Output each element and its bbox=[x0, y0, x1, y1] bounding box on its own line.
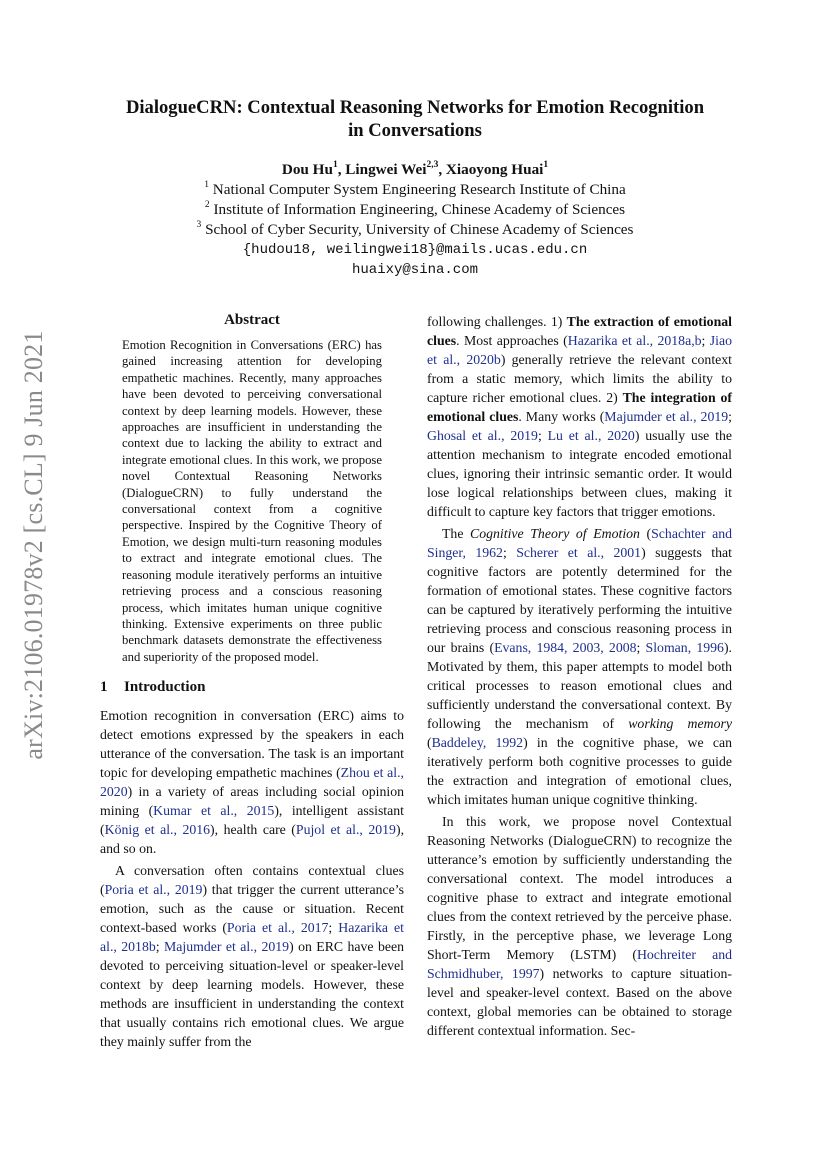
author-separator: , bbox=[337, 161, 346, 178]
affiliation-mark: 1 bbox=[204, 179, 209, 190]
text-run: In this work, we propose novel Contextual Reasoning Networks (DialogueCRN) to recognize the utterance’s emotion by sufficiently understanding the conversational context. The model introduces a cognitive phase to extract and integrate emotional clues from the context retrieved by the perceive phase. Firstly, in the perceptive phase, we leverage Long Short-Term Memory (LSTM) ( bbox=[427, 814, 732, 962]
citation-link[interactable]: Sloman, 1996 bbox=[645, 640, 724, 655]
text-run: ; bbox=[537, 428, 548, 443]
citation-link[interactable]: Schachter and Singer, 1962 bbox=[427, 526, 733, 560]
abstract-body: Emotion Recognition in Conversations (ERC) has gained increasing attention for developing empathetic machines. Recently, many approaches have been devoted to perceiving conversational context by deep learning models. However, these approaches are insufficient in understanding the context due to lacking the ability to extract and integrate emotional clues. In this work, we propose novel Contextual Reasoning Networks (DialogueCRN) to fully understand the conversational context from a cognitive perspective. Inspired by the Cognitive Theory of Emotion, we design multi-turn reasoning modules to extract and integrate emotional clues. The reasoning module iteratively performs an intuitive retrieving process and a conscious reasoning process, which imitates human unique cognitive thinking. Extensive experiments on three public benchmark datasets demonstrate the effectiveness and superiority of the proposed model. bbox=[122, 338, 382, 664]
author-separator: , bbox=[438, 161, 446, 178]
author-name: Xiaoyong Huai bbox=[445, 161, 544, 178]
text-run: ), and so on. bbox=[100, 822, 405, 857]
text-run: ) networks to capture situation-level and speaker-level context. Based on the above context, global memories can be obtained to storage different contextual information. Sec- bbox=[427, 966, 732, 1038]
paper-title-line-2: in Conversations bbox=[348, 120, 482, 141]
text-run: following challenges. 1) bbox=[427, 314, 567, 329]
author-affiliation-mark: 1 bbox=[332, 159, 338, 170]
citation-link[interactable]: Kumar et al., 2015 bbox=[153, 803, 275, 819]
affiliation-line bbox=[90, 180, 740, 200]
citation-link[interactable]: Baddeley, 1992 bbox=[431, 735, 524, 750]
author-block bbox=[90, 160, 740, 280]
text-run: ( bbox=[427, 735, 432, 750]
body-paragraph bbox=[427, 812, 732, 1040]
text-run: Emotion recognition in conversation (ERC) aims to detect emotions expressed by the speakers in each utterance of the conversation. The task is an important topic for developing empathetic machines ( bbox=[100, 708, 404, 781]
text-run: ; bbox=[155, 939, 164, 955]
affiliation-text: Institute of Information Engineering, Chinese Academy of Sciences bbox=[213, 201, 626, 218]
citation-link[interactable]: Majumder et al., 2019 bbox=[604, 409, 729, 424]
body-paragraph bbox=[100, 861, 404, 1051]
affiliation-mark: 2 bbox=[204, 199, 210, 210]
citation-link[interactable]: Lu et al., 2020 bbox=[547, 428, 635, 443]
left-column bbox=[100, 310, 404, 1051]
email-line: huaixy@sina.com bbox=[351, 262, 479, 278]
citation-link[interactable]: Pujol et al., 2019 bbox=[295, 822, 396, 838]
text-run: ) suggests that cognitive factors are potently determined for the formation of emotional states. These cognitive factors can be captured by iteratively performing the intuitive retrieving process and conscious reasoning process in our brains ( bbox=[427, 545, 732, 655]
text-run: ; bbox=[328, 920, 339, 936]
arxiv-identifier: arXiv:2106.01978v2 [cs.CL] 9 Jun 2021 bbox=[19, 330, 48, 760]
italic-phrase: working memory bbox=[628, 716, 732, 731]
email-line: {hudou18, weilingwei18}@mails.ucas.edu.cn bbox=[242, 242, 588, 258]
citation-link[interactable]: Evans, 1984, 2003, 2008 bbox=[494, 640, 637, 655]
author-name: Lingwei Wei bbox=[345, 161, 427, 178]
bold-phrase: The extraction of emotional clues bbox=[427, 314, 732, 348]
paper-title-line-1: DialogueCRN: Contextual Reasoning Networks for Emotion Recognition bbox=[125, 97, 705, 118]
affiliation-text: National Computer System Engineering Research Institute of China bbox=[212, 181, 626, 198]
citation-link[interactable]: Hazarika et al., 2018a,b bbox=[567, 333, 702, 348]
citation-link[interactable]: Majumder et al., 2019 bbox=[163, 939, 290, 955]
citation-link[interactable]: Hochreiter and Schmidhuber, 1997 bbox=[427, 947, 732, 981]
text-run: ( bbox=[639, 526, 652, 541]
abstract-heading: Abstract bbox=[224, 312, 280, 328]
text-run: A conversation often contains contextual clues ( bbox=[100, 863, 404, 898]
text-run: ). Motivated by them, this paper attempts to model both critical processes to reason emotional clues and sufficiently understand the conversational context. By following the mechanism of bbox=[427, 640, 732, 731]
citation-link[interactable]: Ghosal et al., 2019 bbox=[427, 428, 538, 443]
italic-phrase: Cognitive Theory of Emotion bbox=[470, 526, 640, 541]
text-run: ) in a variety of areas including social opinion mining ( bbox=[100, 784, 404, 819]
citation-link[interactable]: Scherer et al., 2001 bbox=[516, 545, 642, 560]
text-run: ) on ERC have been devoted to perceiving situation-level or speaker-level context by deep learning models. However, these methods are insufficient in understanding the context that usually contains rich emotional clues. We argue they mainly suffer from the bbox=[100, 939, 404, 1050]
section-heading-introduction bbox=[100, 677, 404, 697]
citation-link[interactable]: Hazarika et al., 2018b bbox=[100, 920, 404, 955]
text-run: ) usually use the attention mechanism to integrate encoded emotional clues, ignoring their intrinsic semantic order. It would lose logical relationships between clues, making it difficult to capture key factors that trigger emotions. bbox=[427, 428, 732, 519]
text-run: ) that trigger the current utterance’s emotion, such as the cause or situation. Recent context-based works ( bbox=[100, 882, 404, 936]
right-column bbox=[427, 312, 732, 1040]
body-paragraph bbox=[427, 312, 732, 521]
text-run: The bbox=[442, 526, 471, 541]
section-number: 1 bbox=[100, 679, 108, 696]
affiliation-text: School of Cyber Security, University of Chinese Academy of Sciences bbox=[205, 221, 634, 238]
bold-phrase: The integration of emotional clues bbox=[427, 390, 732, 424]
text-run: . Many works ( bbox=[518, 409, 605, 424]
affiliation-mark: 3 bbox=[196, 219, 202, 230]
paper-title bbox=[90, 96, 740, 142]
text-run: ), intelligent assistant ( bbox=[100, 803, 404, 838]
citation-link[interactable]: Poria et al., 2019 bbox=[104, 882, 203, 898]
text-run: ) generally retrieve the relevant context from a static memory, which limits the ability to capture richer emotional clues. 2) bbox=[427, 352, 733, 405]
text-run: ; bbox=[636, 640, 646, 655]
author-affiliation-mark: 1 bbox=[543, 159, 549, 170]
arxiv-sidebar bbox=[14, 330, 54, 760]
citation-link[interactable]: Jiao et al., 2020b bbox=[427, 333, 732, 367]
author-affiliation-mark: 2,3 bbox=[426, 159, 439, 170]
body-paragraph bbox=[427, 524, 732, 809]
affiliation-line bbox=[90, 220, 740, 240]
section-title: Introduction bbox=[124, 679, 206, 696]
body-paragraph bbox=[100, 706, 404, 858]
text-run: ; bbox=[728, 409, 732, 424]
author-list bbox=[90, 160, 740, 180]
author-name: Dou Hu bbox=[281, 161, 333, 178]
text-run: ; bbox=[701, 333, 710, 348]
text-run: . Most approaches ( bbox=[456, 333, 568, 348]
affiliation-line bbox=[90, 200, 740, 220]
citation-link[interactable]: König et al., 2016 bbox=[104, 822, 211, 838]
citation-link[interactable]: Poria et al., 2017 bbox=[226, 920, 329, 936]
text-run: ; bbox=[502, 545, 517, 560]
text-run: ) in the cognitive phase, we can iteratively perform both cognitive processes to guide the extraction and integration of emotional clues, which imitates human unique cognitive thinking. bbox=[427, 735, 732, 807]
text-run: ), health care ( bbox=[210, 822, 296, 838]
citation-link[interactable]: Zhou et al., 2020 bbox=[100, 765, 404, 800]
